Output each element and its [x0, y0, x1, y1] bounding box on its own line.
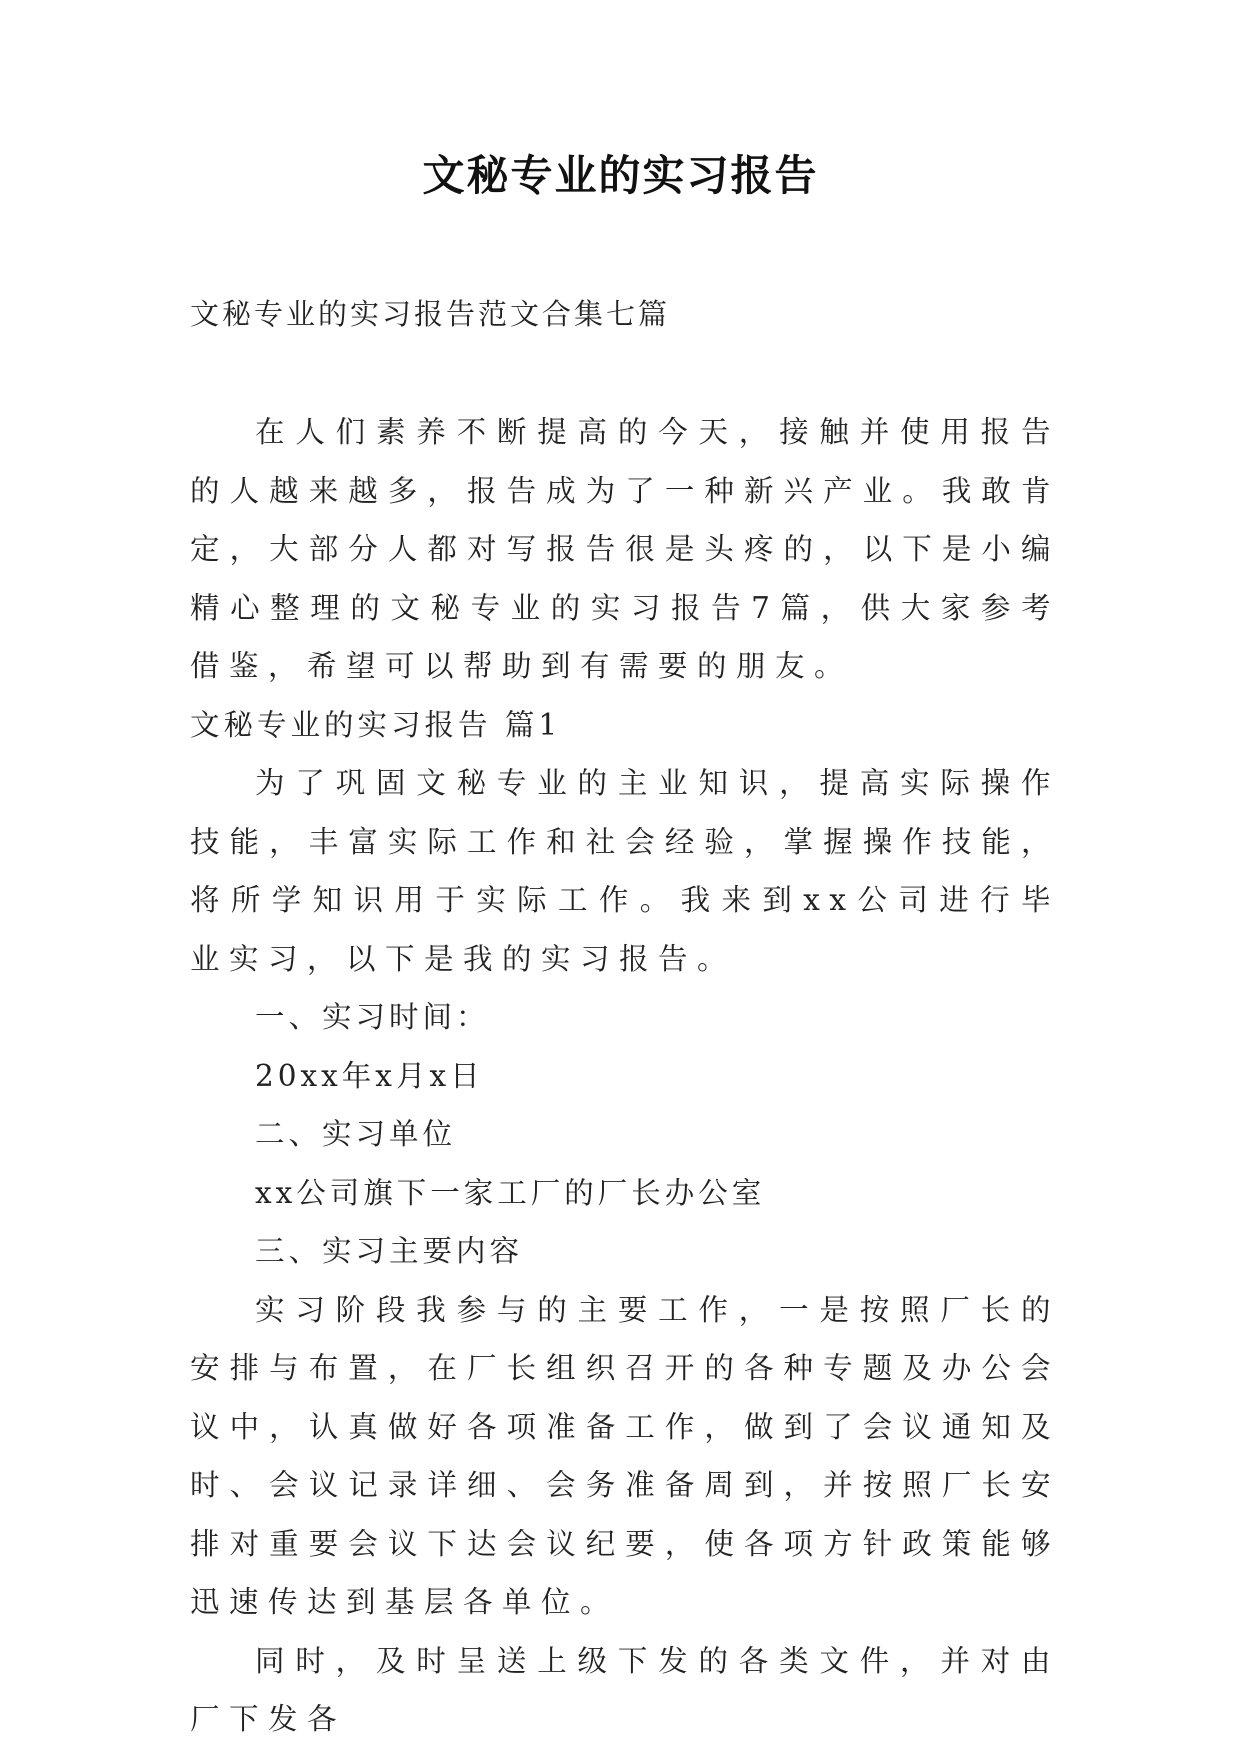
- paragraph-documents: 同时，及时呈送上级下发的各类文件，并对由厂下发各: [190, 1643, 1060, 1736]
- document-body: [190, 403, 1060, 1749]
- paragraph-purpose: 为了巩固文秘专业的主业知识，提高实际操作技能，丰富实际工作和社会经验，掌握操作技能，将所学知识用于实际工作。我来到xx公司进行毕业实习，以下是我的实习报告。: [190, 766, 1060, 976]
- heading-main-content: 三、实习主要内容: [255, 1234, 524, 1268]
- document-subtitle: 文秘专业的实习报告范文合集七篇: [190, 297, 671, 331]
- heading-internship-time: 一、实习时间：: [255, 1000, 490, 1034]
- section-heading: 文秘专业的实习报告 篇1: [190, 707, 562, 742]
- internship-date: 20xx年x月x日: [255, 1058, 484, 1093]
- document-title: 文秘专业的实习报告: [422, 151, 819, 200]
- paragraph-main-work: 实习阶段我参与的主要工作，一是按照厂长的安排与布置，在厂长组织召开的各种专题及办公会议中，认真做好各项准备工作，做到了会议通知及时、会议记录详细、会务准备周到，并按照厂长安排对重要会议下达会议纪要，使各项方针政策能够迅速传达到基层各单位。: [190, 1292, 1060, 1619]
- internship-unit: xx公司旗下一家工厂的厂长办公室: [255, 1175, 766, 1210]
- intro-paragraph: 在人们素养不断提高的今天，接触并使用报告的人越来越多，报告成为了一种新兴产业。我敢肯定，大部分人都对写报告很是头疼的，以下是小编精心整理的文秘专业的实习报告7篇，供大家参考借鉴，希望可以帮助到有需要的朋友。: [190, 415, 1060, 683]
- heading-internship-unit: 二、实习单位: [255, 1117, 457, 1151]
